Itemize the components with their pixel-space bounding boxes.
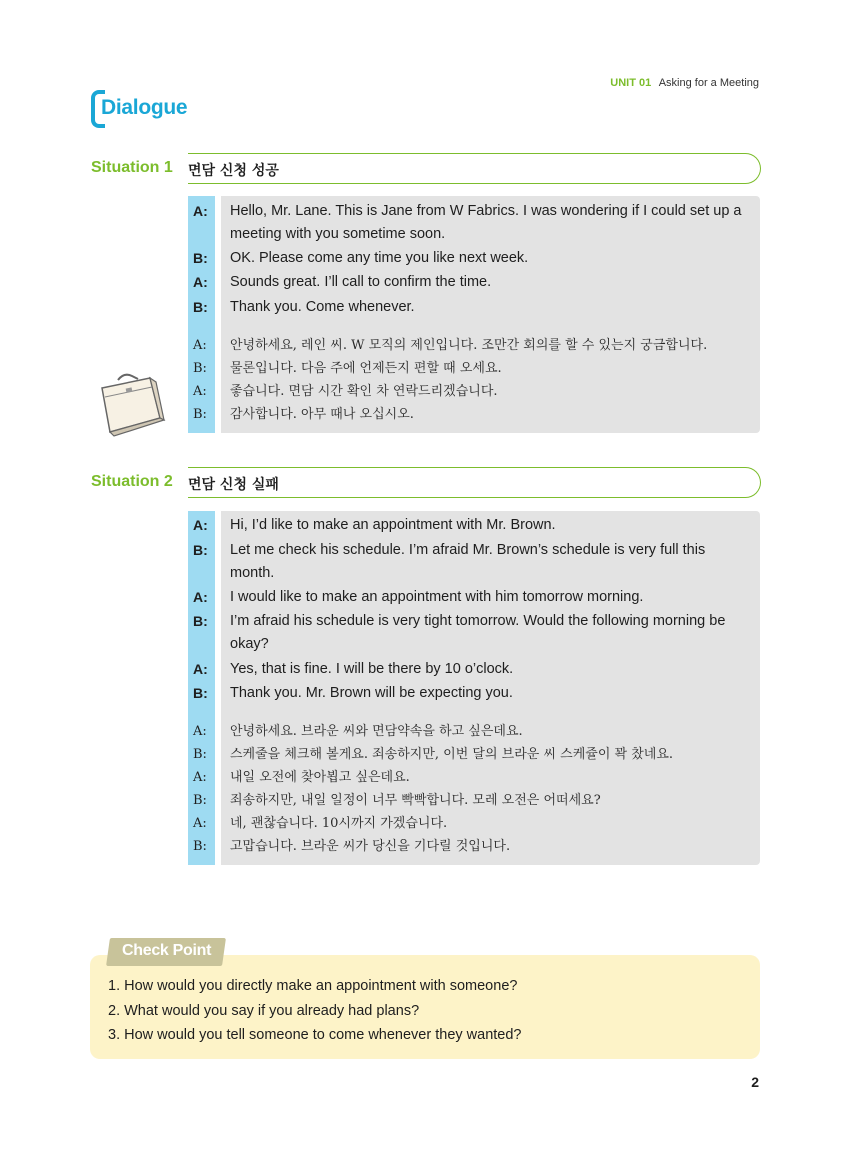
dialogue-line (193, 271, 753, 294)
dialogue-line (193, 658, 753, 681)
line-text: Hi, I’d like to make an appointment with Mr. Brown. (230, 517, 556, 533)
speaker-label: A: (193, 338, 207, 353)
line-text: 좋습니다. 면담 시간 확인 차 연락드리겠습니다. (230, 384, 498, 399)
dialogue-line (193, 247, 753, 270)
speaker-label: A: (193, 724, 207, 739)
unit-header (610, 77, 759, 89)
line-text: 고맙습니다. 브라운 씨가 당신을 기다릴 것입니다. (230, 839, 511, 854)
situation-1-bar (188, 153, 761, 184)
line-text: Let me check his schedule. I’m afraid Mr. Brown’s schedule is very full this month. (230, 542, 706, 581)
line-text: I would like to make an appointment with him tomorrow morning. (230, 589, 644, 605)
check-point-title: Check Point (122, 942, 212, 959)
line-text: 죄송하지만, 내일 일정이 너무 빡빡합니다. 모레 오전은 어떠세요? (230, 793, 601, 808)
briefcase-icon (96, 370, 166, 440)
line-text: I’m afraid his schedule is very tight tomorrow. Would the following morning be okay? (230, 613, 726, 652)
line-text: 물론입니다. 다음 주에 언제든지 편할 때 오세요. (230, 361, 502, 376)
speaker-label: B: (193, 542, 208, 558)
unit-title: Asking for a Meeting (658, 77, 759, 89)
line-text: OK. Please come any time you like next week. (230, 250, 529, 266)
translation-line (193, 743, 753, 766)
line-text: Thank you. Come whenever. (230, 299, 415, 315)
line-text: Hello, Mr. Lane. This is Jane from W Fabrics. I was wondering if I could set up a meeting with you sometime soon. (230, 203, 742, 242)
situation-1-title: 면담 신청 성공 (188, 163, 279, 179)
check-question: 1. How would you directly make an appointment with someone? (108, 978, 518, 994)
speaker-label: B: (193, 299, 208, 315)
line-text: 내일 오전에 찾아뵙고 싶은데요. (230, 770, 410, 785)
translation-line (193, 334, 753, 357)
line-text: 감사합니다. 아무 때나 오십시오. (230, 407, 414, 422)
situation-2-title: 면담 신청 실패 (188, 477, 279, 493)
line-text: Yes, that is fine. I will be there by 10 o’clock. (230, 661, 514, 677)
speaker-label: A: (193, 274, 208, 290)
speaker-label: B: (193, 407, 207, 422)
dialogue-line (193, 539, 753, 585)
situation-2-bar (188, 467, 761, 498)
dialogue-line (193, 514, 753, 537)
speaker-label: B: (193, 613, 208, 629)
check-question: 2. What would you say if you already had plans? (108, 1003, 420, 1019)
speaker-label: B: (193, 361, 207, 376)
translation-line (193, 357, 753, 380)
line-text: 네, 괜찮습니다. 10시까지 가겠습니다. (230, 816, 448, 831)
translation-line (193, 789, 753, 812)
section-title-text: Dialogue (101, 96, 188, 119)
situation-1-label: Situation 1 (91, 159, 173, 176)
speaker-label: B: (193, 685, 208, 701)
speaker-label: B: (193, 747, 207, 762)
speaker-label: A: (193, 816, 207, 831)
line-text: 안녕하세요, 레인 씨. W 모직의 제인입니다. 조만간 회의를 할 수 있는지 궁금합니다. (230, 338, 708, 353)
speaker-label: A: (193, 770, 207, 785)
dialogue-line (193, 200, 753, 246)
translation-line (193, 380, 753, 403)
speaker-label: A: (193, 517, 208, 533)
translation-line (193, 403, 753, 426)
dialogue-line (193, 296, 753, 319)
speaker-label: A: (193, 589, 208, 605)
dialogue-line (193, 682, 753, 705)
situation-2-label: Situation 2 (91, 473, 173, 490)
speaker-label: A: (193, 384, 207, 399)
translation-line (193, 720, 753, 743)
page-number: 2 (751, 1074, 759, 1090)
speaker-label: A: (193, 661, 208, 677)
line-text: Sounds great. I’ll call to confirm the time. (230, 274, 492, 290)
line-text: Thank you. Mr. Brown will be expecting you. (230, 685, 513, 701)
line-text: 스케줄을 체크해 볼게요. 죄송하지만, 이번 달의 브라운 씨 스케쥴이 꽉 찼네요. (230, 747, 674, 762)
speaker-label: A: (193, 203, 208, 219)
check-question: 3. How would you tell someone to come whenever they wanted? (108, 1027, 522, 1043)
translation-line (193, 835, 753, 858)
translation-line (193, 766, 753, 789)
speaker-label: B: (193, 839, 207, 854)
translation-line (193, 812, 753, 835)
line-text: 안녕하세요. 브라운 씨와 면담약속을 하고 싶은데요. (230, 724, 523, 739)
unit-number: UNIT 01 (610, 77, 652, 89)
dialogue-line (193, 586, 753, 609)
speaker-label: B: (193, 793, 207, 808)
speaker-label: B: (193, 250, 208, 266)
dialogue-line (193, 610, 753, 656)
